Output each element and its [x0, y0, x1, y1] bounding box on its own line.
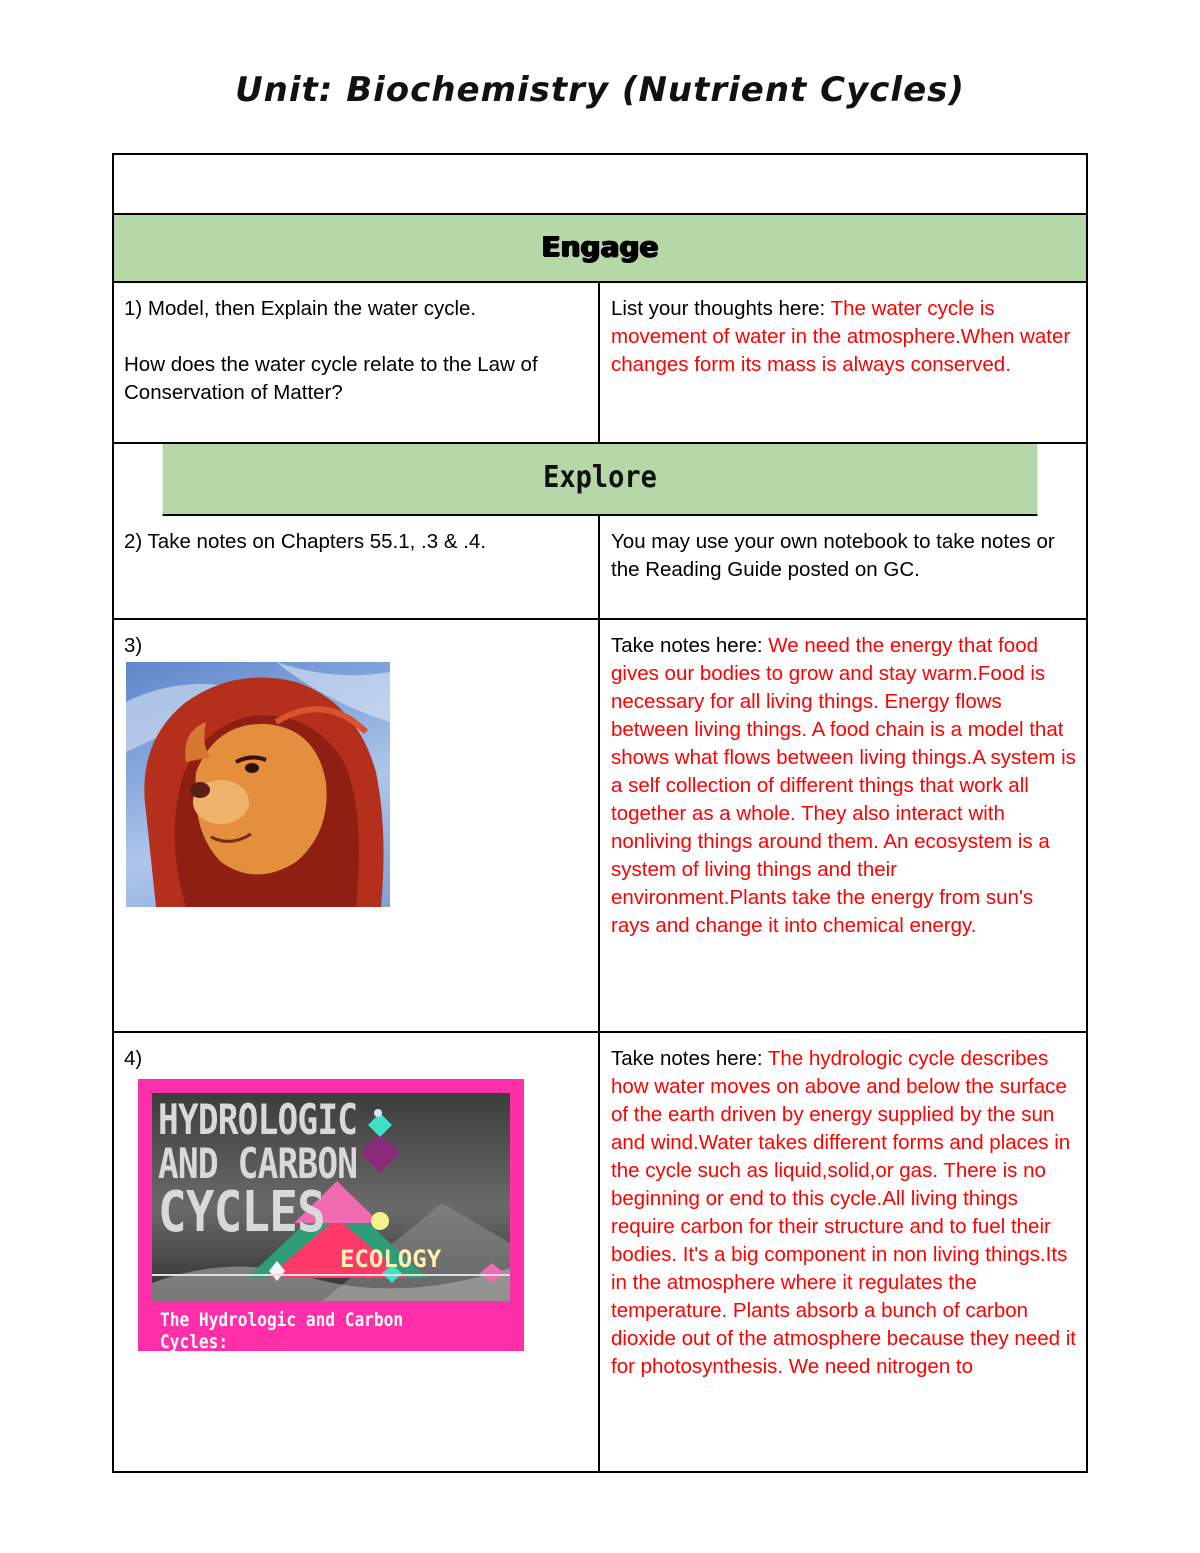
banner-line-2: AND CARBON: [158, 1139, 358, 1188]
q1-answer-cell[interactable]: [600, 283, 1086, 442]
table-row-2: [114, 516, 1086, 620]
q4-answer: The hydrologic cycle describes how water moves on above and below the surface of the earth driven by energy supplied by the sun and wind.Water takes different forms and places in the cycle such as liquid,solid,or gas. There is no beginning or end to this cycle.All living things require carbon for their structure and to fuel their bodies. It's a big component in non living things.Its in the atmosphere where it regulates the temperature. Plants absorb a bunch of carbon dioxide out of the atmosphere because they need it for photosynthesis. We need nitrogen to: [611, 1047, 1076, 1378]
engage-section-header: [114, 215, 1086, 283]
q3-prompt: 3): [124, 634, 143, 657]
q2-note-cell: [600, 516, 1086, 618]
lion-illustration: [126, 662, 390, 907]
q4-answer-cell[interactable]: [600, 1033, 1086, 1473]
q3-answer-cell[interactable]: [600, 620, 1086, 1031]
q2-prompt: 2) Take notes on Chapters 55.1, .3 & .4.: [124, 530, 487, 553]
blank-header-row: [114, 155, 1086, 215]
table-row-1: [114, 283, 1086, 444]
page-title: Unit: Biochemistry (Nutrient Cycles): [235, 70, 965, 110]
q1-prompt-cell: [114, 283, 600, 442]
hydrologic-carbon-banner: [138, 1079, 524, 1351]
q2-note: You may use your own notebook to take notes or the Reading Guide posted on GC.: [611, 530, 1055, 581]
engage-label: Engage: [541, 230, 659, 263]
banner-image-area: [152, 1093, 510, 1301]
q3-answer: We need the energy that food gives our bodies to grow and stay warm.Food is necessary for all living things. Energy flows between living things. A food chain is a model that shows what flows between living things.A system is a self collection of different things that work all together as a whole. They also interact with nonliving things around them. An ecosystem is a system of living things and their environment.Plants take the energy from sun's rays and change it into chemical energy.: [611, 634, 1076, 937]
explore-section-header: [163, 444, 1038, 516]
explore-label: Explore: [543, 460, 657, 495]
banner-line-1: HYDROLOGIC: [158, 1095, 358, 1144]
lion-drawing: [126, 662, 390, 907]
banner-line-3: CYCLES: [158, 1180, 325, 1245]
banner-ecology-tag: ECOLOGY: [340, 1245, 442, 1273]
q1-prompt: 1) Model, then Explain the water cycle.: [124, 297, 477, 320]
q4-prompt: 4): [124, 1047, 143, 1070]
q1-subprompt: How does the water cycle relate to the Law of Conservation of Matter?: [124, 353, 538, 404]
q1-label: List your thoughts here:: [611, 297, 826, 320]
q2-prompt-cell: [114, 516, 600, 618]
q4-label: Take notes here:: [611, 1047, 763, 1070]
worksheet-table: [112, 153, 1088, 1473]
banner-caption: The Hydrologic and Carbon Cycles:: [160, 1309, 404, 1353]
q3-label: Take notes here:: [611, 634, 763, 657]
q1-answer: The water cycle is movement of water in the atmosphere.When water changes form its mass is always conserved.: [611, 297, 1071, 376]
